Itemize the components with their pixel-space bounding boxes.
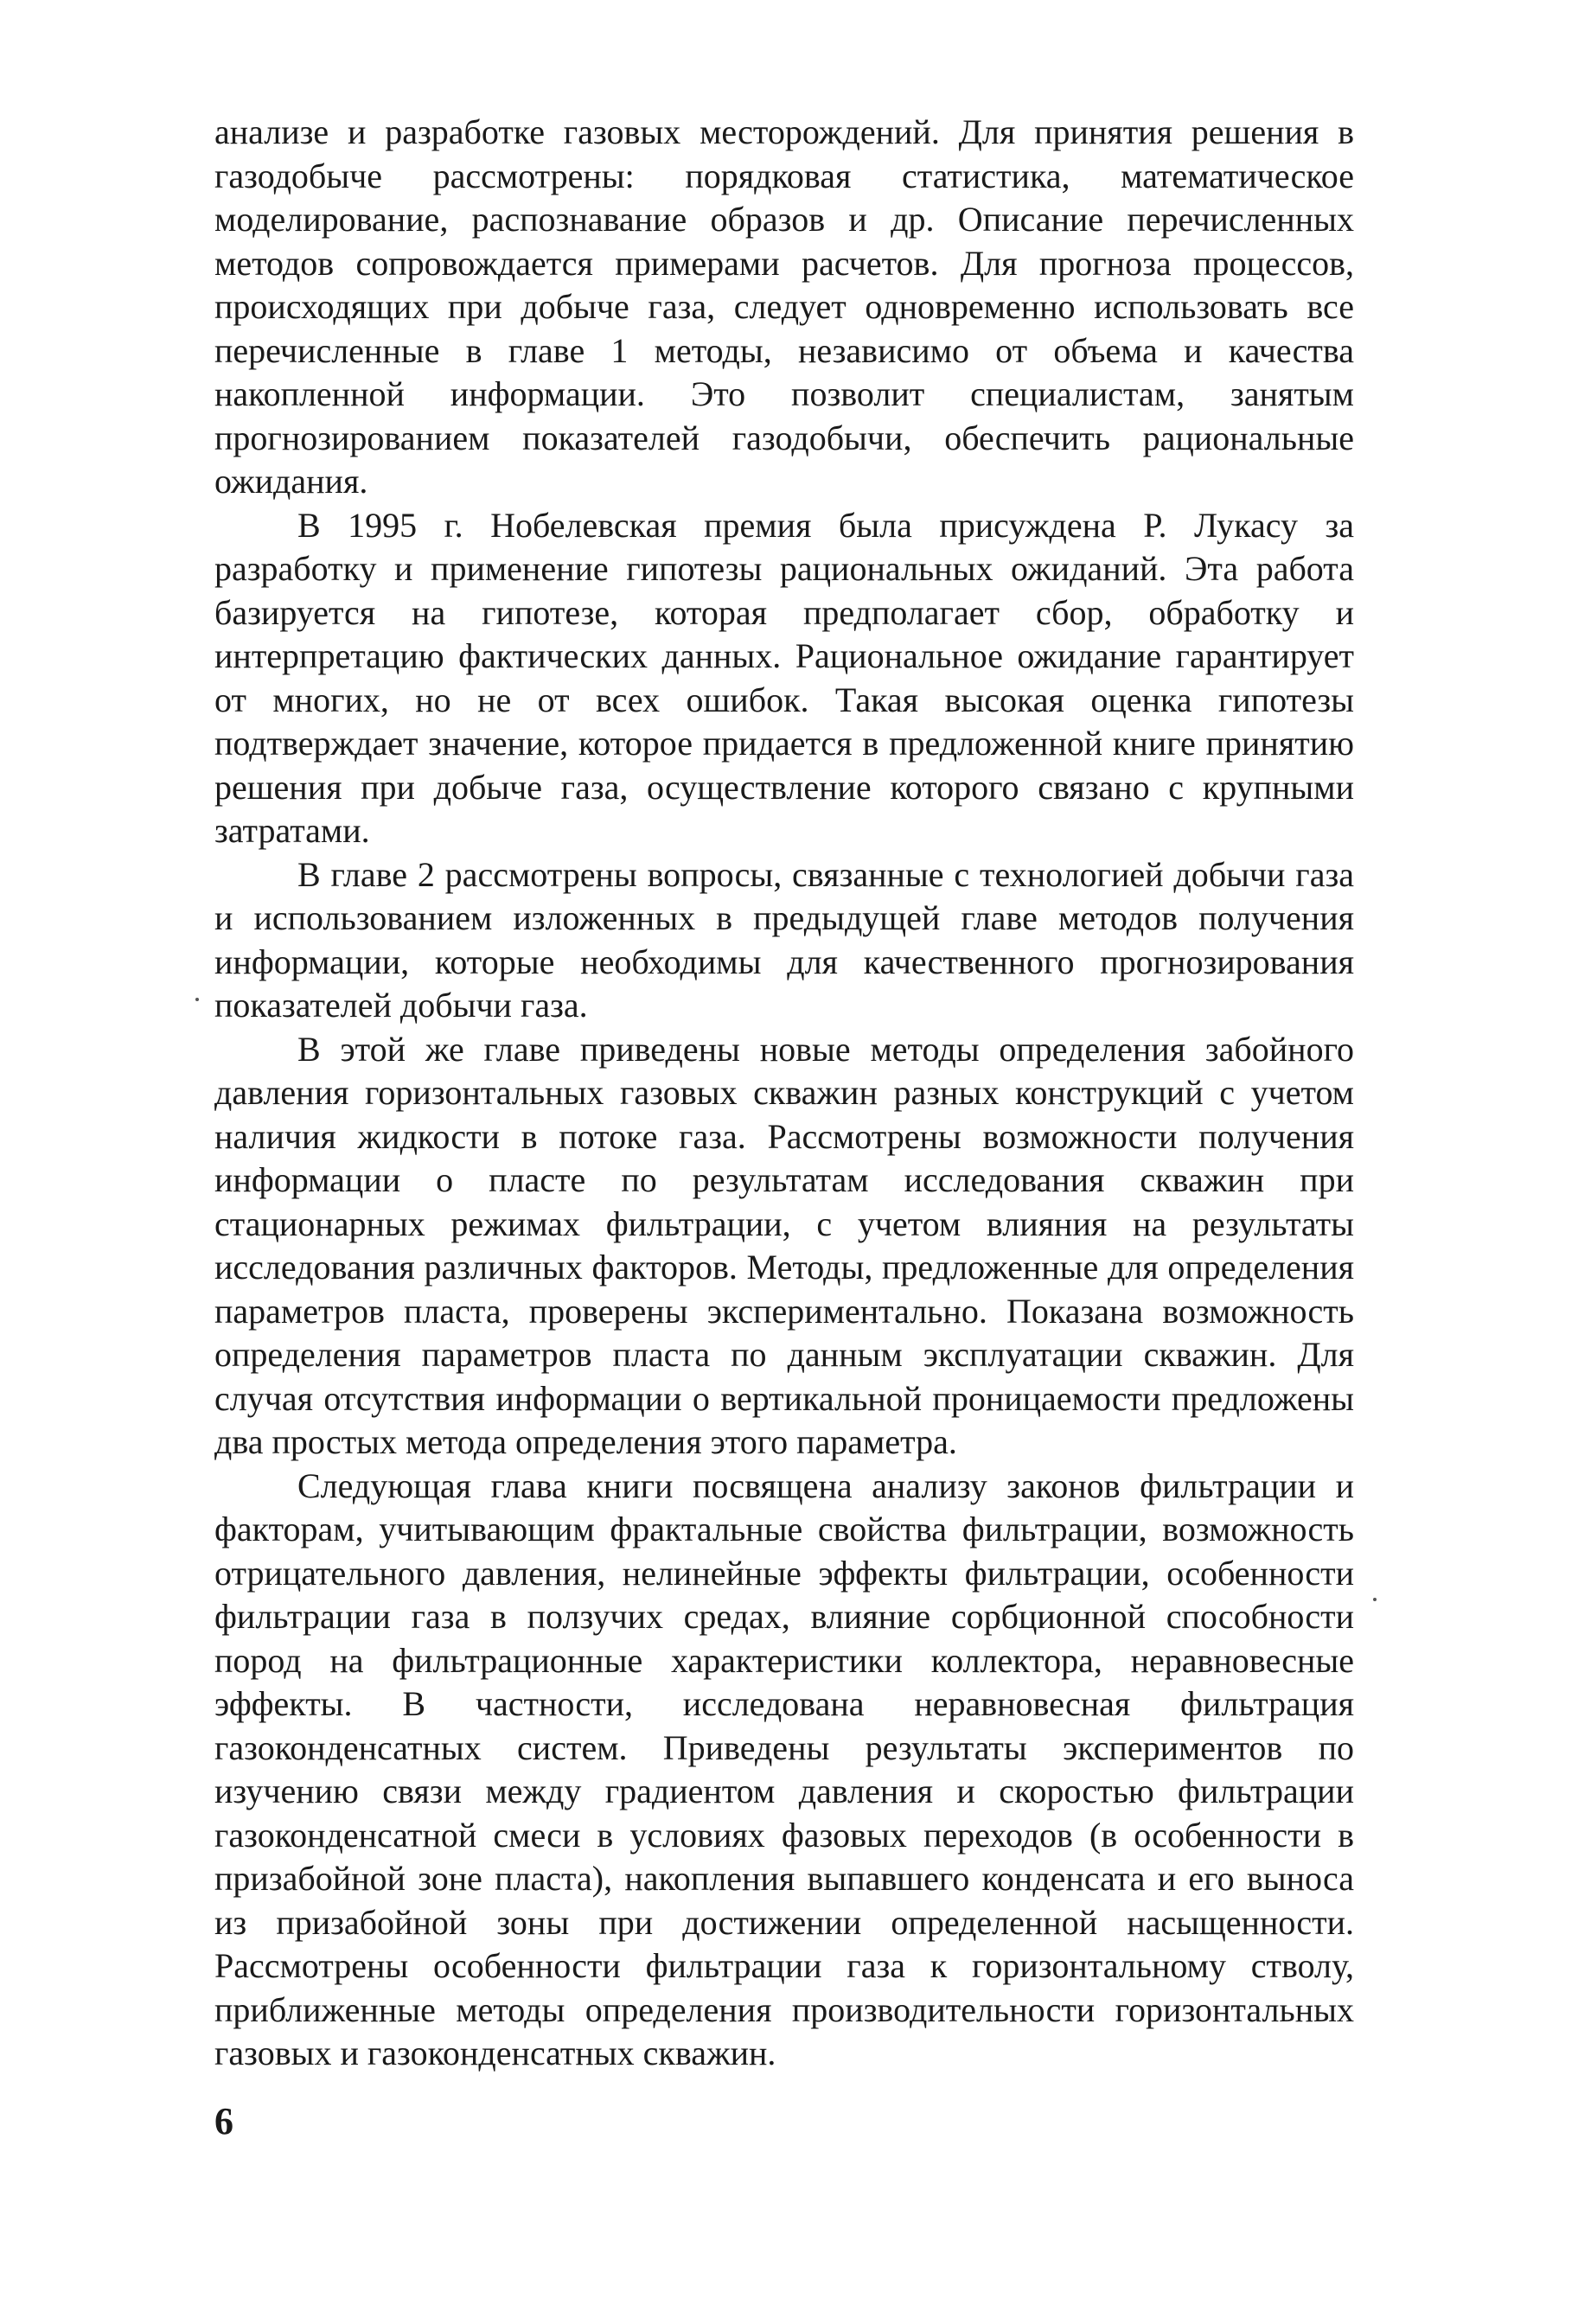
page-number: 6 <box>214 2100 233 2142</box>
print-speck <box>195 998 199 1001</box>
print-speck <box>1373 1598 1377 1601</box>
paragraph-3: В главе 2 рассмотрены вопросы, связанные с технологией добычи газа и использованием изложенных в предыдущей главе методов получения информации, которые необходимы для качественного прогнозирования показателей добычи газа. <box>214 854 1354 1025</box>
paragraph-4: В этой же главе приведены новые методы определения забойного давления горизонтальных газовых скважин разных конструкций с учетом наличия жидкости в потоке газа. Рассмотрены возможности получения информации о пласте по результатам исследования скважин при стационарных режимах фильтрации, с учетом влияния на результаты исследования различных факторов. Методы, предложенные для определения параметров пласта, проверены экспериментально. Показана возможность определения параметров пласта по данным эксплуатации скважин. Для случая отсутствия информации о вертикальной проницаемости предложены два простых метода определения этого параметра. <box>214 1029 1354 1461</box>
paragraph-1: анализе и разработке газовых месторождений. Для принятия решения в газодобыче рассмотрены: порядковая статистика, математическое моделирование, распознавание образов и др. Описание перечисленных методов сопровождается примерами расчетов. Для прогноза процессов, происходящих при добыче газа, следует одновременно использовать все перечисленные в главе 1 методы, независимо от объема и качества накопленной информации. Это позволит специалистам, занятым прогнозированием показателей газодобычи, обеспечить рациональные ожидания. <box>214 112 1354 501</box>
paragraph-5: Следующая глава книги посвящена анализу законов фильтрации и факторам, учитывающим фрактальные свойства фильтрации, возможность отрицательного давления, нелинейные эффекты фильтрации, особенности фильтрации газа в ползучих средах, влияние сорбционной способности пород на фильтрационные характеристики коллектора, неравновесные эффекты. В частности, исследована неравновесная фильтрация газоконденсатных систем. Приведены результаты экспериментов по изучению связи между градиентом давления и скоростью фильтрации газоконденсатной смеси в условиях фазовых переходов (в особенности в призабойной зоне пласта), накопления выпавшего конденсата и его выноса из призабойной зоны при достижении определенной насыщенности. Рассмотрены особенности фильтрации газа к горизонтальному стволу, приближенные методы определения производительности горизонтальных газовых и газоконденсатных скважин. <box>214 1465 1354 2072</box>
paragraph-2: В 1995 г. Нобелевская премия была присуждена Р. Лукасу за разработку и применение гипотезы рациональных ожиданий. Эта работа базируется на гипотезе, которая предполагает сбор, обработку и интерпретацию фактических данных. Рациональное ожидание гарантирует от многих, но не от всех ошибок. Такая высокая оценка гипотезы подтверждает значение, которое придается в предложенной книге принятию решения при добыче газа, осуществление которого связано с крупными затратами. <box>214 505 1354 850</box>
body-text <box>214 111 1354 2076</box>
